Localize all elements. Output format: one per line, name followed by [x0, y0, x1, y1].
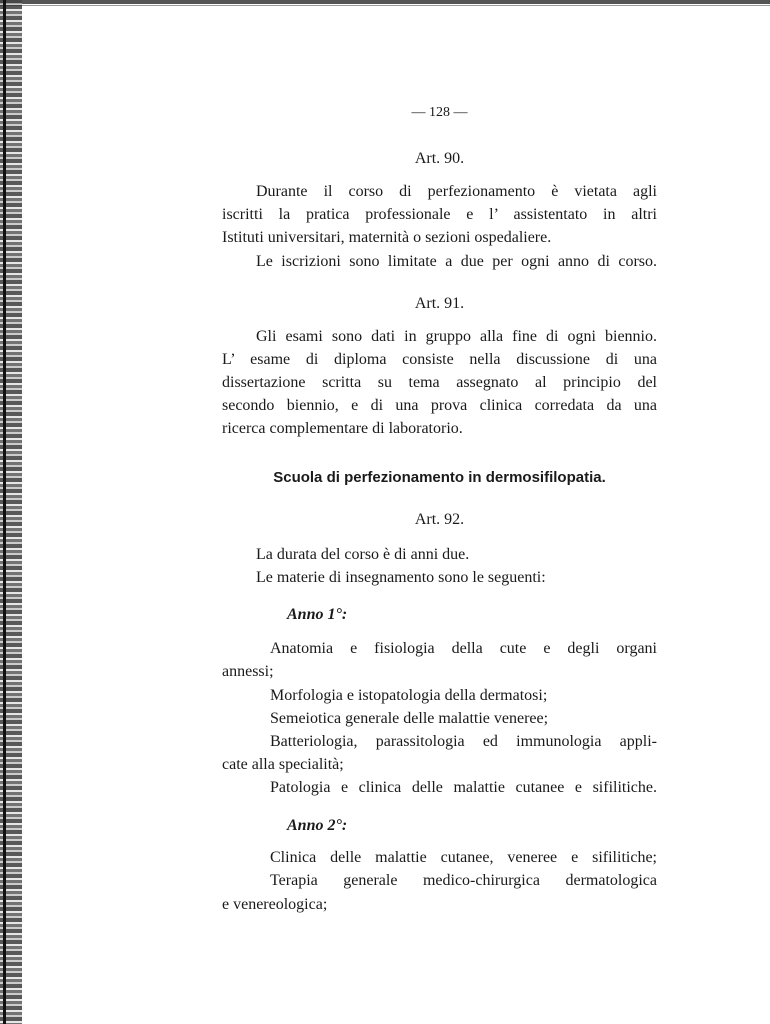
scan-binding-line: [3, 0, 6, 1024]
text-line: Batteriologia, parassitologia ed immunologia appli-: [270, 733, 657, 750]
text-line: e venereologica;: [222, 896, 328, 913]
article-title: Art. 91.: [414, 295, 465, 312]
year-label: Anno 1°:: [287, 606, 348, 623]
text-line: Gli esami sono dati in gruppo alla fine di ogni biennio.: [256, 328, 657, 345]
text-line: Semeiotica generale delle malattie veneree;: [270, 710, 549, 727]
text-line: L’ esame di diploma consiste nella discussione di una: [222, 351, 657, 368]
page-number: — 128 —: [411, 105, 468, 120]
text-line: Le iscrizioni sono limitate a due per ogni anno di corso.: [256, 253, 657, 270]
text-line: Durante il corso di perfezionamento è vietata agli: [256, 183, 657, 200]
text-line: iscritti la pratica professionale e l’ assistentato in altri: [222, 206, 657, 223]
text-line: annessi;: [222, 663, 274, 680]
text-line: cate alla specialità;: [222, 756, 344, 773]
text-line: Istituti universitari, maternità o sezioni ospedaliere.: [222, 229, 552, 246]
scan-top-edge: [0, 0, 770, 4]
text-line: Patologia e clinica delle malattie cutanee e sifilitiche.: [270, 779, 657, 796]
section-heading: Scuola di perfezionamento in dermosifilopatia.: [273, 469, 606, 486]
text-line: Morfologia e istopatologia della dermatosi;: [270, 687, 548, 704]
text-line: Anatomia e fisiologia della cute e degli organi: [270, 640, 657, 657]
text-line: Clinica delle malattie cutanee, veneree e sifilitiche;: [270, 849, 657, 866]
year-label: Anno 2°:: [287, 817, 348, 834]
text-line: Terapia generale medico-chirurgica dermatologica: [270, 872, 657, 889]
article-title: Art. 90.: [414, 150, 465, 167]
text-line: La durata del corso è di anni due.: [256, 546, 470, 563]
text-line: dissertazione scritta su tema assegnato al principio del: [222, 374, 657, 391]
text-line: ricerca complementare di laboratorio.: [222, 420, 463, 437]
scan-top-edge-line: [0, 5, 770, 6]
text-line: secondo biennio, e di una prova clinica corredata da una: [222, 397, 657, 414]
text-line: Le materie di insegnamento sono le seguenti:: [256, 569, 546, 586]
article-title: Art. 92.: [414, 511, 465, 528]
